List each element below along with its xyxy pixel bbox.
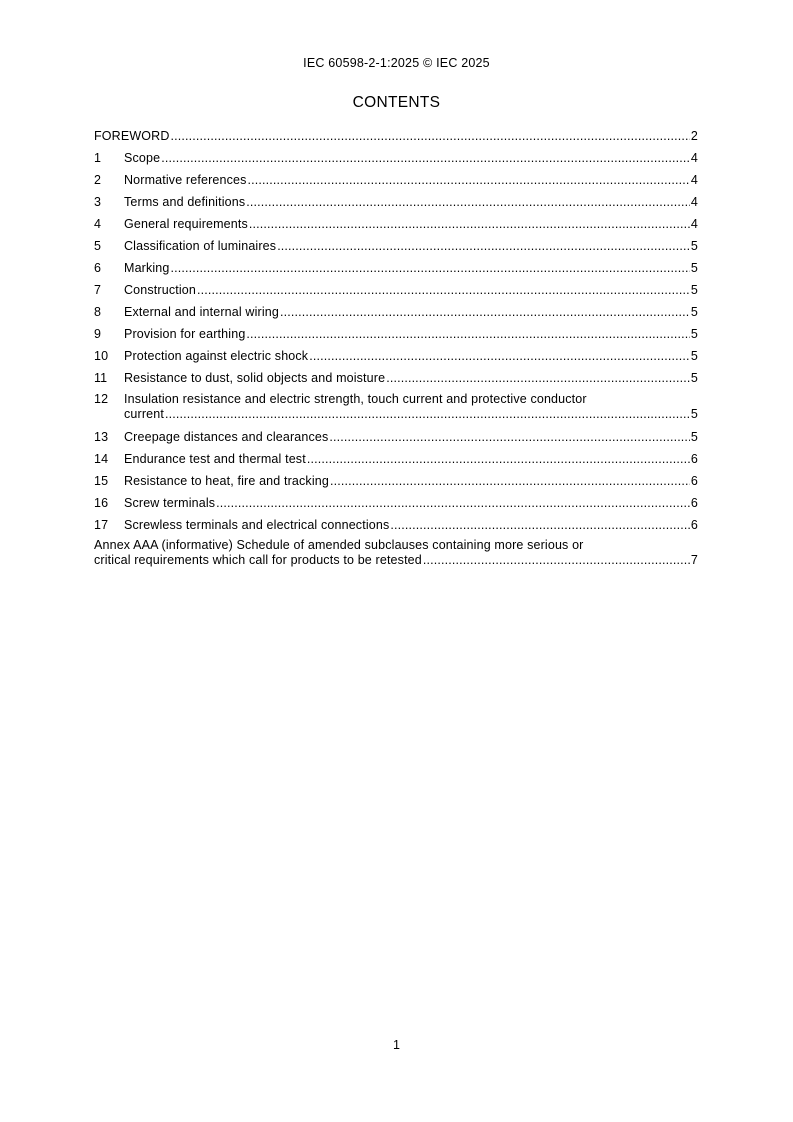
toc-page-number: 5 bbox=[690, 239, 698, 253]
toc-entry-number: 4 bbox=[94, 217, 102, 231]
toc-page-number: 7 bbox=[690, 553, 698, 567]
toc-entry-number: 16 bbox=[94, 496, 109, 510]
toc-entry-label: Screwless terminals and electrical connections bbox=[124, 518, 390, 532]
page-title: CONTENTS bbox=[352, 94, 441, 111]
toc-entry-annex-aaa[interactable] bbox=[94, 538, 698, 568]
toc-entry-label: Provision for earthing bbox=[124, 327, 246, 341]
toc-entry-label-line1: Insulation resistance and electric strength, touch current and protective conductor bbox=[124, 392, 587, 406]
toc-leader-dots bbox=[171, 125, 690, 147]
toc-entry-label: General requirements bbox=[124, 217, 248, 231]
toc-page-number: 5 bbox=[690, 349, 698, 363]
toc-entry-11[interactable] bbox=[94, 367, 698, 389]
toc-leader-dots bbox=[330, 470, 690, 492]
toc-leader-dots bbox=[329, 426, 690, 448]
toc-entry-label: FOREWORD bbox=[94, 129, 170, 143]
toc-entry-14[interactable] bbox=[94, 448, 698, 470]
toc-entry-2[interactable] bbox=[94, 169, 698, 191]
toc-entry-label: Construction bbox=[124, 283, 196, 297]
toc-entry-number: 5 bbox=[94, 239, 102, 253]
table-of-contents bbox=[94, 125, 698, 568]
toc-entry-10[interactable] bbox=[94, 345, 698, 367]
toc-entry-label: Marking bbox=[124, 261, 170, 275]
toc-page-number: 5 bbox=[690, 305, 698, 319]
toc-page-number: 4 bbox=[690, 151, 698, 165]
toc-entry-label: Endurance test and thermal test bbox=[124, 452, 306, 466]
toc-entry-17[interactable] bbox=[94, 514, 698, 536]
toc-entry-number: 12 bbox=[94, 392, 109, 406]
toc-entry-9[interactable] bbox=[94, 323, 698, 345]
toc-page-number: 5 bbox=[690, 430, 698, 444]
toc-entry-number: 8 bbox=[94, 305, 102, 319]
toc-page-number: 6 bbox=[690, 452, 698, 466]
toc-entry-number: 14 bbox=[94, 452, 109, 466]
toc-leader-dots bbox=[216, 492, 690, 514]
toc-page-number: 5 bbox=[690, 327, 698, 341]
toc-entry-12[interactable] bbox=[94, 389, 698, 426]
toc-entry-6[interactable] bbox=[94, 257, 698, 279]
toc-entry-label: Resistance to dust, solid objects and moisture bbox=[124, 371, 386, 385]
toc-leader-dots bbox=[246, 323, 689, 345]
toc-annex-label-line2: critical requirements which call for products to be retested bbox=[94, 553, 422, 567]
toc-entry-label: Screw terminals bbox=[124, 496, 216, 510]
toc-entry-number: 6 bbox=[94, 261, 102, 275]
toc-annex-label-line1: Annex AAA (informative) Schedule of amended subclauses containing more serious or bbox=[94, 538, 584, 552]
toc-page-number: 4 bbox=[690, 195, 698, 209]
toc-entry-1[interactable] bbox=[94, 147, 698, 169]
toc-page-number: 4 bbox=[690, 173, 698, 187]
toc-entry-label: Creepage distances and clearances bbox=[124, 430, 329, 444]
document-header: IEC 60598-2-1:2025 © IEC 2025 bbox=[303, 56, 490, 70]
toc-leader-dots bbox=[248, 169, 690, 191]
toc-entry-number: 9 bbox=[94, 327, 102, 341]
toc-entry-16[interactable] bbox=[94, 492, 698, 514]
toc-entry-label: Resistance to heat, fire and tracking bbox=[124, 474, 329, 488]
toc-page-number: 6 bbox=[690, 496, 698, 510]
toc-entry-label: Terms and definitions bbox=[124, 195, 246, 209]
toc-page-number: 2 bbox=[690, 129, 698, 143]
toc-entry-label: Protection against electric shock bbox=[124, 349, 309, 363]
toc-entry-number: 10 bbox=[94, 349, 109, 363]
toc-page-number: 6 bbox=[690, 518, 698, 532]
toc-entry-number: 13 bbox=[94, 430, 109, 444]
toc-page-number: 4 bbox=[690, 217, 698, 231]
toc-leader-dots bbox=[249, 213, 690, 235]
toc-entry-15[interactable] bbox=[94, 470, 698, 492]
toc-entry-number: 15 bbox=[94, 474, 109, 488]
toc-page-number: 5 bbox=[690, 371, 698, 385]
page-number-footer: 1 bbox=[393, 1038, 400, 1052]
toc-leader-dots bbox=[309, 345, 690, 367]
toc-entry-label: Scope bbox=[124, 151, 161, 165]
toc-entry-3[interactable] bbox=[94, 191, 698, 213]
toc-page-number: 5 bbox=[690, 407, 698, 421]
toc-entry-label: Normative references bbox=[124, 173, 247, 187]
toc-entry-number: 1 bbox=[94, 151, 102, 165]
toc-entry-number: 7 bbox=[94, 283, 102, 297]
toc-entry-8[interactable] bbox=[94, 301, 698, 323]
toc-entry-label-line2: current bbox=[124, 407, 164, 421]
toc-leader-dots bbox=[246, 191, 690, 213]
toc-entry-foreword[interactable] bbox=[94, 125, 698, 147]
toc-leader-dots bbox=[386, 367, 690, 389]
toc-leader-dots bbox=[171, 257, 690, 279]
toc-page-number: 5 bbox=[690, 283, 698, 297]
toc-leader-dots bbox=[307, 448, 690, 470]
toc-entry-5[interactable] bbox=[94, 235, 698, 257]
toc-entry-label: Classification of luminaires bbox=[124, 239, 277, 253]
toc-leader-dots bbox=[280, 301, 690, 323]
toc-entry-13[interactable] bbox=[94, 426, 698, 448]
toc-leader-dots bbox=[277, 235, 690, 257]
toc-leader-dots bbox=[165, 407, 690, 422]
toc-entry-number: 3 bbox=[94, 195, 102, 209]
toc-entry-7[interactable] bbox=[94, 279, 698, 301]
toc-entry-label: External and internal wiring bbox=[124, 305, 279, 319]
toc-page-number: 5 bbox=[690, 261, 698, 275]
toc-leader-dots bbox=[390, 514, 690, 536]
toc-entry-number: 11 bbox=[94, 371, 108, 385]
toc-entry-number: 2 bbox=[94, 173, 102, 187]
toc-entry-4[interactable] bbox=[94, 213, 698, 235]
toc-leader-dots bbox=[423, 553, 690, 568]
toc-entry-number: 17 bbox=[94, 518, 109, 532]
toc-page-number: 6 bbox=[690, 474, 698, 488]
toc-leader-dots bbox=[161, 147, 690, 169]
toc-leader-dots bbox=[197, 279, 690, 301]
